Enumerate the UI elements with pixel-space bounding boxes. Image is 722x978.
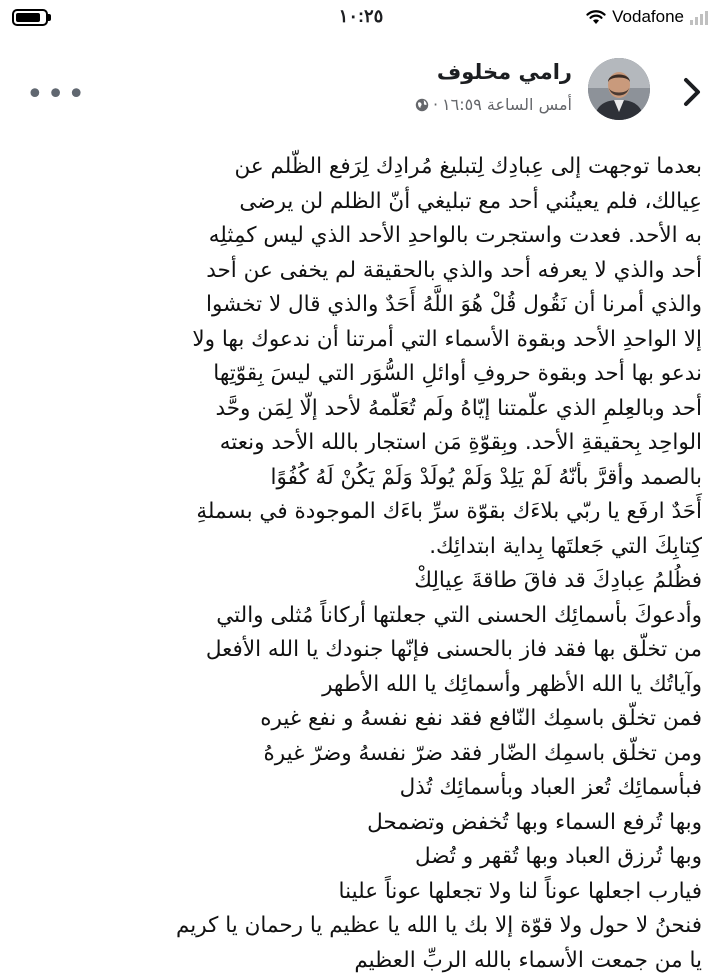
post-line: ومن تخلّق باسمِك الضّار فقد ضرّ نفسهُ وضرّ غيرهُ <box>12 737 702 772</box>
meta-separator: · <box>433 95 438 114</box>
post-line: وأدعوكَ بأسمائِك الحسنى التي جعلتها أركاناً مُثلى والتي <box>12 599 702 634</box>
back-chevron-icon[interactable] <box>678 70 706 114</box>
post-line: والذي أمرنا أن نَقُول قُلْ هُوَ اللَّهُ أَحَدٌ والذي قال لا تخشوا <box>12 288 702 323</box>
post-line: عِيالك، فلم يعينُني أحد مع تبليغي أنّ الظلم لن يرضى <box>12 185 702 220</box>
globe-icon <box>415 98 429 112</box>
post-line: به الأحد. فعدت واستجرت بالواحدِ الأحد الذي ليس كمِثلِه <box>12 219 702 254</box>
post-line: أحد والذي لا يعرفه أحد والذي بالحقيقة لم يخفى عن أحد <box>12 254 702 289</box>
post-line: أحد وبالعِلمِ الذي علّمتنا إيّاهُ ولَم تُعَلّمهُ لأحد إلّا لِمَن وحَّد <box>12 392 702 427</box>
signal-icon <box>690 9 708 25</box>
post-line: فيارب اجعلها عوناً لنا ولا تجعلها عوناً علينا <box>12 875 702 910</box>
post-line: بعدما توجهت إلى عِبادِك لِتبليغ مُرادِك لِرَفع الظّلم عن <box>12 150 702 185</box>
post-line: فنحنُ لا حول ولا قوّة إلا بك يا الله يا عظيم يا رحمان يا كريم <box>12 909 702 944</box>
post-line: بالصمد وأقرَّ بأنّهُ لَمْ يَلِدْ وَلَمْ يُولَدْ وَلَمْ يَكُنْ لَهُ كُفُوًا <box>12 461 702 496</box>
carrier-group <box>586 7 708 27</box>
author-avatar[interactable] <box>588 58 650 120</box>
post-line: فمن تخلّق باسمِك النّافع فقد نفع نفسهُ و نفع غيره <box>12 702 702 737</box>
author-name[interactable]: رامي مخلوف <box>437 60 572 84</box>
post-line: كِتابِكَ التي جَعلتَها بِداية ابتدائِك. <box>12 530 702 565</box>
carrier-name: Vodafone <box>612 7 684 27</box>
post-meta <box>415 95 572 114</box>
post-line: يا من جمعت الأسماء بالله الربِّ العظيم <box>12 944 702 978</box>
post-line: وبها تُرفع السماء وبها تُخفض وتضمحل <box>12 806 702 841</box>
post-line: وآياتُك يا الله الأظهر وأسمائِك يا الله الأطهر <box>12 668 702 703</box>
more-options-icon[interactable]: ••• <box>26 90 88 100</box>
post-line: ندعو بها أحد وبقوة حروفِ أوائلِ السُّوَر التي ليسَ بِقوّتِها <box>12 357 702 392</box>
status-time: ١٠:٢٥ <box>0 6 722 27</box>
wifi-icon <box>586 9 606 25</box>
post-line: فظُلمُ عِبادِكَ قد فاقَ طاقةَ عِيالِكْ <box>12 564 702 599</box>
status-bar <box>0 0 722 36</box>
post-line: وبها تُرزق العباد وبها تُقهر و تُضل <box>12 840 702 875</box>
post-line: فبأسمائِك تُعز العباد وبأسمائِك تُذل <box>12 771 702 806</box>
post-body <box>12 150 702 978</box>
post-timestamp[interactable]: أمس الساعة ١٦:٥٩ <box>442 95 572 114</box>
post-line: من تخلّق بها فقد فاز بالحسنى فإنّها جنودك يا الله الأفعل <box>12 633 702 668</box>
post-line: إلا الواحدِ الأحد وبقوة الأسماء التي أمرتنا أن ندعوك بها ولا <box>12 323 702 358</box>
post-line: أَحَدٌ ارفَع يا ربّي بلاءَك بقوّة سرِّ باءَك الموجودة في بسملةِ <box>12 495 702 530</box>
post-line: الواحِد بِحقيقةِ الأحد. وبِقوّةِ مَن استجار بالله الأحد ونعته <box>12 426 702 461</box>
